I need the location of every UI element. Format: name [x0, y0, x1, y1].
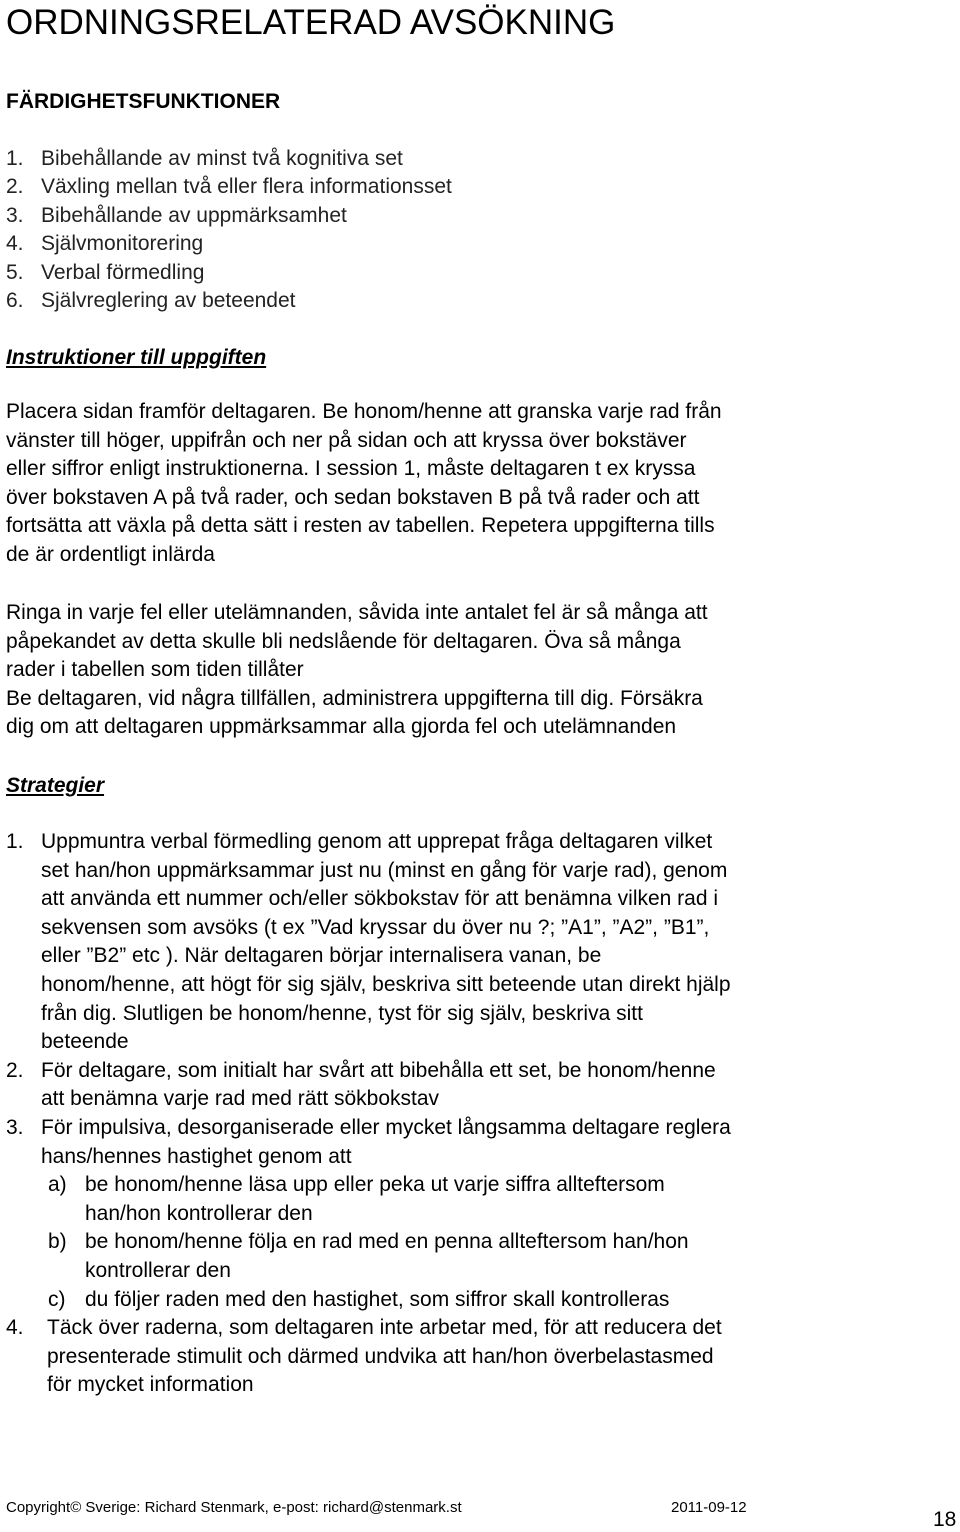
sub-item-label: c): [48, 1287, 66, 1311]
item-number: 3.: [6, 1115, 24, 1139]
text-line: att använda ett nummer och/eller sökbokstav för att benämna vilken rad i: [41, 887, 719, 911]
sub-item-label: a): [48, 1173, 67, 1197]
text-line: Placera sidan framför deltagaren. Be honom/henne att granska varje rad från: [6, 400, 722, 423]
text-line: sekvensen som avsöks (t ex ”Vad kryssar du över nu ?; ”A1”, ”A2”, ”B1”,: [41, 915, 710, 939]
text-line: set han/hon uppmärksammar just nu (minst en gång för varje rad), genom: [41, 858, 728, 882]
text-line: be honom/henne läsa upp eller peka ut varje siffra allteftersom: [85, 1173, 665, 1197]
text-line: presenterade stimulit och därmed undvika att han/hon överbelastasmed: [47, 1344, 714, 1368]
sub-item: [6, 1286, 731, 1315]
item-text: Bibehållande av minst två kognitiva set: [41, 147, 403, 170]
item-number: 4.: [6, 232, 24, 256]
item-number: 1.: [6, 830, 24, 853]
list-item: [6, 145, 452, 173]
item-number: 3.: [6, 203, 24, 227]
text-line: För deltagare, som initialt har svårt att bibehålla ett set, be honom/henne: [41, 1058, 716, 1082]
text-line: över bokstaven A på två rader, och sedan bokstaven B på två rader och att: [6, 485, 700, 509]
list-item: [6, 1057, 731, 1086]
item-text: Växling mellan två eller flera informationsset: [41, 175, 452, 199]
instructions-paragraph-1: [6, 398, 722, 570]
text-line: dig om att deltagaren uppmärksammar alla gjorda fel och utelämnanden: [6, 715, 677, 739]
text-line: du följer raden med den hastighet, som siffror skall kontrolleras: [85, 1287, 670, 1311]
list-item: [6, 259, 452, 287]
text-line: han/hon kontrollerar den: [85, 1201, 313, 1225]
item-text: Självreglering av beteendet: [41, 288, 296, 312]
item-number: 2.: [6, 1058, 24, 1082]
strategies-list: [6, 828, 731, 1400]
text-line: fortsätta att växla på detta sätt i resten av tabellen. Repetera uppgifterna tills: [6, 514, 715, 538]
text-line: att benämna varje rad med rätt sökbokstav: [41, 1087, 440, 1111]
text-line: beteende: [41, 1030, 129, 1054]
footer-copyright: Copyright© Sverige: Richard Stenmark, e-post: richard@stenmark.st: [6, 1499, 462, 1516]
list-item: [6, 173, 452, 201]
sub-item: [6, 1171, 731, 1200]
page-title: ORDNINGSRELATERAD AVSÖKNING: [6, 3, 616, 42]
item-number: 6.: [6, 288, 24, 312]
sub-item-label: b): [48, 1230, 67, 1254]
text-line: eller siffror enligt instruktionerna. I session 1, måste deltagaren t ex kryssa: [6, 457, 696, 481]
text-line: Ringa in varje fel eller utelämnanden, såvida inte antalet fel är så många att: [6, 601, 708, 624]
text-line: Be deltagaren, vid några tillfällen, administrera uppgifterna till dig. Försäkra: [6, 686, 703, 710]
skills-list: [6, 145, 452, 315]
list-item: [6, 1114, 731, 1143]
list-item: [6, 230, 452, 258]
list-item: [6, 828, 731, 857]
instructions-paragraph-2: [6, 599, 708, 742]
page-number: 18: [933, 1508, 957, 1531]
item-number: 5.: [6, 260, 24, 284]
text-line: kontrollerar den: [85, 1258, 231, 1282]
list-item: [6, 202, 452, 230]
text-line: de är ordentligt inlärda: [6, 542, 215, 566]
text-line: vänster till höger, uppifrån och ner på sidan och att kryssa över bokstäver: [6, 428, 687, 452]
item-number: 4.: [6, 1316, 24, 1340]
text-line: be honom/henne följa en rad med en penna allteftersom han/hon: [85, 1230, 689, 1254]
sub-item: [6, 1228, 731, 1257]
skills-heading: FÄRDIGHETSFUNKTIONER: [6, 90, 281, 113]
item-text: Självmonitorering: [41, 232, 204, 256]
text-line: hans/hennes hastighet genom att: [41, 1144, 352, 1168]
list-item: [6, 1314, 731, 1343]
item-text: Verbal förmedling: [41, 260, 205, 284]
text-line: för mycket information: [47, 1373, 254, 1397]
text-line: För impulsiva, desorganiserade eller mycket långsamma deltagare reglera: [41, 1115, 731, 1139]
strategies-heading: Strategier: [6, 774, 105, 797]
text-line: Uppmuntra verbal förmedling genom att upprepat fråga deltagaren vilket: [41, 830, 713, 853]
text-line: Täck över raderna, som deltagaren inte arbetar med, för att reducera det: [47, 1316, 722, 1340]
text-line: rader i tabellen som tiden tillåter: [6, 658, 304, 682]
list-item: [6, 287, 452, 315]
text-line: från dig. Slutligen be honom/henne, tyst för sig själv, beskriva sitt: [41, 1001, 643, 1025]
item-text: Bibehållande av uppmärksamhet: [41, 203, 347, 227]
item-number: 1.: [6, 147, 24, 170]
item-number: 2.: [6, 175, 24, 199]
instructions-heading: Instruktioner till uppgiften: [6, 346, 267, 369]
text-line: eller ”B2” etc ). När deltagaren börjar internalisera vanan, be: [41, 944, 602, 968]
text-line: honom/henne, att högt för sig själv, beskriva sitt beteende utan direkt hjälp: [41, 972, 731, 996]
footer-date: 2011-09-12: [671, 1499, 747, 1516]
text-line: påpekandet av detta skulle bli nedslående för deltagaren. Öva så många: [6, 629, 681, 653]
